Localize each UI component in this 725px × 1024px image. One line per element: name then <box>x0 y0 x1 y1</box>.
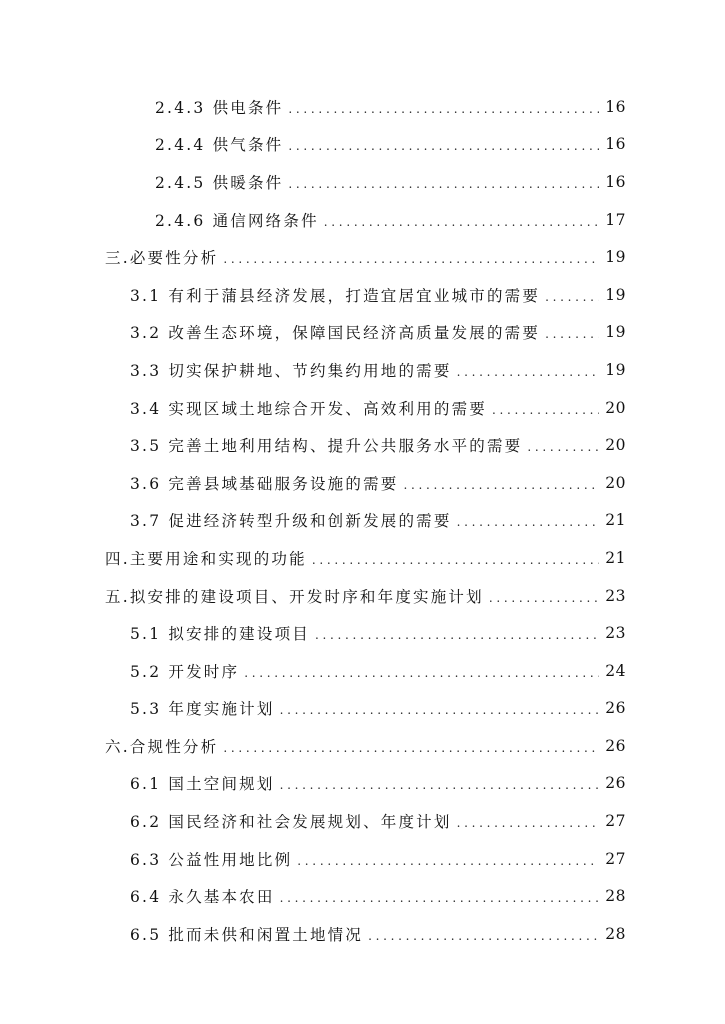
toc-dot-leader <box>223 738 599 754</box>
toc-dot-leader <box>315 625 599 641</box>
toc-entry <box>0 727 725 765</box>
toc-dot-leader <box>288 174 599 190</box>
toc-page-number: 23 <box>605 586 626 605</box>
toc-entry <box>0 915 725 953</box>
table-of-contents <box>0 88 725 953</box>
toc-page-number: 16 <box>605 97 626 116</box>
toc-page-number: 27 <box>605 849 626 868</box>
toc-page-number: 16 <box>605 172 626 191</box>
toc-entry-title: 6.3 公益性用地比例 <box>130 850 293 869</box>
toc-entry-title: 2.4.4 供气条件 <box>155 136 284 155</box>
toc-entry-title: 六.合规性分析 <box>105 737 219 756</box>
toc-page-number: 20 <box>605 473 626 492</box>
toc-dot-leader <box>527 437 599 453</box>
toc-dot-leader <box>312 550 599 566</box>
toc-dot-leader <box>280 888 599 904</box>
toc-dot-leader <box>280 775 599 791</box>
toc-page-number: 26 <box>605 736 626 755</box>
toc-page-number: 21 <box>605 511 626 530</box>
toc-dot-leader <box>457 362 599 378</box>
toc-entry-title: 5.1 拟安排的建设项目 <box>130 625 310 644</box>
toc-dot-leader <box>368 926 599 942</box>
toc-page-number: 19 <box>605 360 626 379</box>
toc-dot-leader <box>489 588 599 604</box>
toc-page-number: 20 <box>605 436 626 455</box>
toc-entry <box>0 351 725 389</box>
toc-entry <box>0 126 725 164</box>
toc-entry <box>0 502 725 540</box>
toc-entry-title: 五.拟安排的建设项目、开发时序和年度实施计划 <box>105 587 484 606</box>
toc-entry-title: 6.1 国土空间规划 <box>130 775 275 794</box>
toc-entry-title: 3.6 完善县域基础服务设施的需要 <box>130 474 399 493</box>
toc-page-number: 26 <box>605 699 626 718</box>
toc-entry <box>0 614 725 652</box>
toc-dot-leader <box>223 249 599 265</box>
toc-entry <box>0 426 725 464</box>
toc-page-number: 27 <box>605 812 626 831</box>
toc-dot-leader <box>288 99 599 115</box>
toc-page-number: 19 <box>605 323 626 342</box>
toc-entry <box>0 840 725 878</box>
toc-page-number: 28 <box>605 887 626 906</box>
toc-page-number: 19 <box>605 248 626 267</box>
toc-entry <box>0 690 725 728</box>
toc-entry <box>0 314 725 352</box>
toc-page-number: 24 <box>605 661 626 680</box>
toc-entry-title: 6.4 永久基本农田 <box>130 888 275 907</box>
toc-entry <box>0 88 725 126</box>
toc-dot-leader <box>288 136 599 152</box>
toc-page-number: 16 <box>605 135 626 154</box>
toc-entry-title: 5.3 年度实施计划 <box>130 700 275 719</box>
toc-entry <box>0 765 725 803</box>
toc-page-number: 20 <box>605 398 626 417</box>
toc-dot-leader <box>457 813 599 829</box>
toc-dot-leader <box>244 663 599 679</box>
toc-entry-title: 3.3 切实保护耕地、节约集约用地的需要 <box>130 361 452 380</box>
toc-entry-title: 5.2 开发时序 <box>130 662 240 681</box>
toc-entry-title: 6.5 批而未供和闲置土地情况 <box>130 925 364 944</box>
toc-entry <box>0 238 725 276</box>
toc-dot-leader <box>297 851 599 867</box>
toc-page-number: 28 <box>605 924 626 943</box>
toc-entry <box>0 276 725 314</box>
toc-page-number: 23 <box>605 624 626 643</box>
toc-entry <box>0 539 725 577</box>
toc-entry-title: 3.4 实现区域土地综合开发、高效利用的需要 <box>130 399 487 418</box>
toc-entry <box>0 163 725 201</box>
toc-entry-title: 三.必要性分析 <box>105 249 219 268</box>
toc-entry-title: 3.5 完善土地利用结构、提升公共服务水平的需要 <box>130 437 523 456</box>
toc-entry <box>0 201 725 239</box>
toc-entry-title: 2.4.5 供暖条件 <box>155 173 284 192</box>
toc-entry <box>0 464 725 502</box>
toc-page-number: 21 <box>605 548 626 567</box>
toc-dot-leader <box>457 512 599 528</box>
toc-dot-leader <box>545 287 599 303</box>
toc-entry <box>0 652 725 690</box>
toc-dot-leader <box>280 700 599 716</box>
toc-entry <box>0 802 725 840</box>
toc-entry-title: 2.4.6 通信网络条件 <box>155 211 319 230</box>
toc-entry-title: 3.7 促进经济转型升级和创新发展的需要 <box>130 512 452 531</box>
toc-dot-leader <box>403 475 599 491</box>
toc-dot-leader <box>324 212 599 228</box>
toc-entry-title: 四.主要用途和实现的功能 <box>105 549 307 568</box>
toc-entry-title: 3.1 有利于蒲县经济发展，打造宜居宜业城市的需要 <box>130 286 541 305</box>
toc-entry <box>0 389 725 427</box>
toc-entry <box>0 577 725 615</box>
toc-page-number: 26 <box>605 774 626 793</box>
toc-page-number: 19 <box>605 285 626 304</box>
toc-page-number: 17 <box>605 210 626 229</box>
toc-entry-title: 6.2 国民经济和社会发展规划、年度计划 <box>130 813 452 832</box>
toc-dot-leader <box>545 324 599 340</box>
toc-entry <box>0 877 725 915</box>
toc-entry-title: 2.4.3 供电条件 <box>155 98 284 117</box>
toc-dot-leader <box>492 400 599 416</box>
toc-entry-title: 3.2 改善生态环境，保障国民经济高质量发展的需要 <box>130 324 541 343</box>
